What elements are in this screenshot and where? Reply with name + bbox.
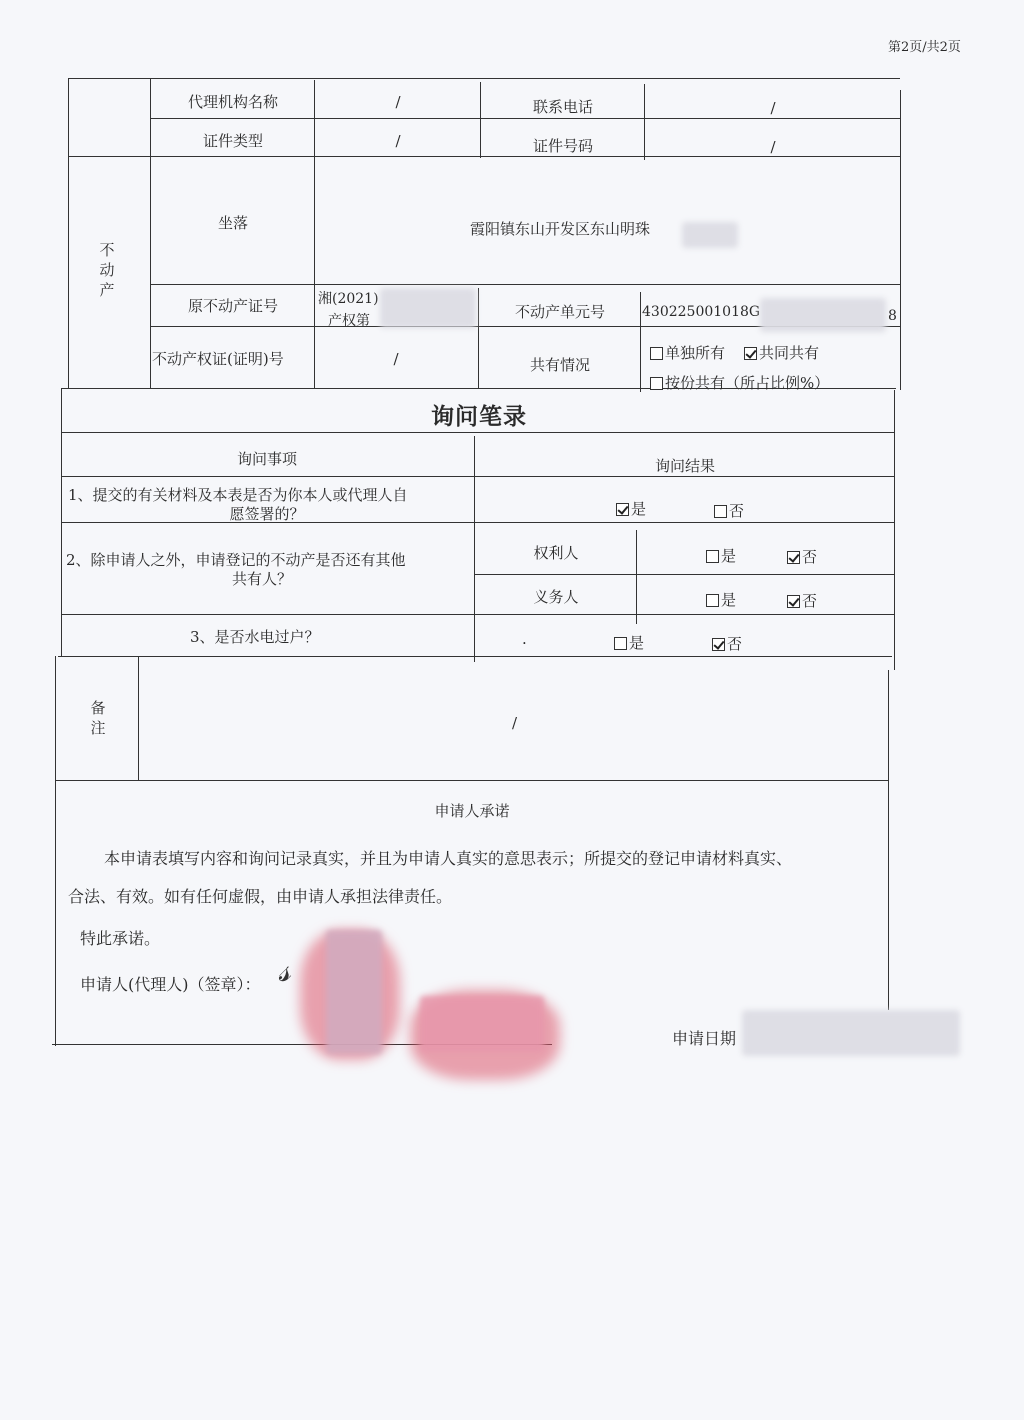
handwritten-signature: 𝓈 [277, 950, 296, 990]
q2-line2: 共有人？ [231, 570, 292, 588]
q2-obligor: 义务人 [533, 588, 579, 606]
pledge-paragraph-3: 特此承诺。 [80, 929, 161, 948]
orig-cert-label: 原不动产证号 [187, 297, 278, 315]
share-option-sole[interactable]: 单独所有 [650, 342, 725, 363]
pledge-paragraph-2: 合法、有效。如有任何虚假，由申请人承担法律责任。 [68, 887, 453, 906]
signer-label: 申请人(代理人)（签章）： [80, 975, 261, 994]
agency-phone-label: 联系电话 [532, 98, 593, 116]
orig-cert-value-line2: 产权第 [328, 313, 370, 329]
id-number-value: / [770, 138, 776, 156]
q1-yes[interactable]: 是 [616, 498, 646, 519]
q2-rights-yes[interactable]: 是 [706, 545, 736, 566]
q2-obligor-yes[interactable]: 是 [706, 589, 736, 610]
id-type-value: / [395, 132, 401, 150]
agency-name-value: / [395, 93, 401, 111]
q3-yes[interactable]: 是 [614, 632, 644, 653]
inquiry-col-item: 询问事项 [236, 450, 297, 468]
redaction-blur [420, 996, 544, 1052]
id-number-label: 证件号码 [532, 137, 593, 155]
pledge-title: 申请人承诺 [434, 802, 510, 820]
q1-line2: 愿签署的？ [229, 505, 305, 523]
inquiry-title: 询问笔录 [431, 403, 527, 430]
redaction-blur [380, 288, 476, 328]
q3-text: 3、是否水电过户？ [190, 628, 320, 646]
agency-name-label: 代理机构名称 [187, 93, 278, 111]
checkbox-q1-no[interactable] [714, 505, 727, 518]
pledge-paragraph-1: 本申请表填写内容和询问记录真实，并且为申请人真实的意思表示；所提交的登记申请材料真实、 [104, 849, 793, 868]
q2-line1: 2、除申请人之外，申请登记的不动产是否还有其他 [66, 551, 406, 569]
checkbox-q2-rights-no[interactable] [787, 551, 800, 564]
checkbox-q1-yes[interactable] [616, 503, 629, 516]
location-value: 霞阳镇东山开发区东山明珠 [470, 220, 651, 238]
agency-phone-value: / [770, 99, 776, 117]
share-label: 共有情况 [529, 356, 590, 374]
unit-no-tail: 8 [888, 308, 897, 324]
checkbox-q3-yes[interactable] [614, 637, 627, 650]
q1-line1: 1、提交的有关材料及本表是否为你本人或代理人自 [68, 486, 408, 504]
q2-obligor-no[interactable]: 否 [787, 590, 817, 611]
checkbox-q2-obligor-yes[interactable] [706, 594, 719, 607]
q1-no[interactable]: 否 [714, 500, 744, 521]
q3-dot: . [522, 630, 527, 648]
cert-no-value: / [393, 350, 399, 368]
redaction-blur [760, 298, 886, 332]
location-label: 坐落 [217, 214, 248, 232]
checkbox-q2-obligor-no[interactable] [787, 595, 800, 608]
unit-no-label: 不动产单元号 [514, 303, 605, 321]
checkbox-q2-rights-yes[interactable] [706, 550, 719, 563]
checkbox-sole[interactable] [650, 347, 663, 360]
share-option-proportional[interactable]: 按份共有（所占比例%） [650, 372, 829, 393]
property-section-label: 不 动 产 [99, 241, 115, 299]
cert-no-label: 不动产权证(证明)号 [152, 350, 284, 368]
page-number: 第2页/共2页 [888, 40, 961, 55]
share-option-joint[interactable]: 共同共有 [744, 342, 819, 363]
id-type-label: 证件类型 [202, 132, 263, 150]
checkbox-joint[interactable] [744, 347, 757, 360]
remarks-value: / [512, 714, 518, 732]
checkbox-q3-no[interactable] [712, 638, 725, 651]
inquiry-col-result: 询问结果 [654, 457, 715, 475]
date-redaction-blur [742, 1010, 960, 1056]
redaction-blur [682, 222, 738, 248]
orig-cert-value-line1: 湘(2021) [318, 291, 379, 307]
q2-rights-holder: 权利人 [533, 544, 579, 562]
checkbox-proportional[interactable] [650, 377, 663, 390]
redaction-blur [326, 930, 382, 1054]
q3-no[interactable]: 否 [712, 633, 742, 654]
q2-rights-no[interactable]: 否 [787, 546, 817, 567]
remarks-label: 备 注 [90, 699, 106, 737]
date-label: 申请日期 [672, 1029, 737, 1048]
unit-no-value: 430225001018G [642, 304, 761, 320]
